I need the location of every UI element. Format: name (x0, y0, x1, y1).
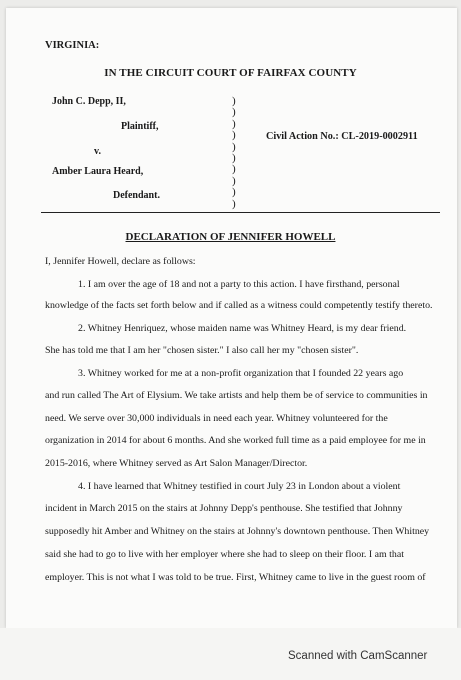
body-line: said she had to go to live with her employer where she had to sleep on their floor. I am that (45, 549, 404, 560)
court-name: IN THE CIRCUIT COURT OF FAIRFAX COUNTY (104, 67, 357, 79)
body-line: She has told me that I am her "chosen sister." I also call her my "chosen sister". (45, 345, 359, 356)
body-line: incident in March 2015 on the stairs at Johnny Depp's penthouse. She testified that Johnny (45, 503, 403, 514)
caption-parentheses: ) ) ) ) ) ) ) ) ) ) (232, 95, 236, 210)
body-line: 4. I have learned that Whitney testified in court July 23 in London about a violent (78, 481, 401, 492)
body-line: knowledge of the facts set forth below and if called as a witness could competently testify thereto. (45, 300, 433, 311)
body-line: need. We serve over 30,000 individuals in need each year. Whitney volunteered for the (45, 413, 388, 424)
defendant-role: Defendant. (113, 190, 160, 201)
body-line: supposedly hit Amber and Whitney on the stairs at Johnny's downtown penthouse. Then Whitney (45, 526, 430, 537)
body-line: organization in 2014 for about 6 months. And she worked full time as a paid employee for me in (45, 435, 426, 446)
versus-label: v. (94, 146, 101, 157)
body-line: 2015-2016, where Whitney served as Art Salon Manager/Director. (45, 458, 308, 469)
caption-divider (41, 212, 440, 213)
defendant-name: Amber Laura Heard, (52, 166, 144, 177)
body-line: and run called The Art of Elysium. We take artists and help them be of service to communities in (45, 390, 428, 401)
body-line: 3. Whitney worked for me at a non-profit organization that I founded 22 years ago (78, 368, 404, 379)
body-line: I, Jennifer Howell, declare as follows: (45, 256, 196, 267)
case-number: Civil Action No.: CL-2019-0002911 (266, 131, 418, 142)
plaintiff-role: Plaintiff, (121, 121, 159, 132)
venue-state: VIRGINIA: (45, 40, 100, 51)
declaration-title: DECLARATION OF JENNIFER HOWELL (125, 231, 336, 243)
body-line: employer. This is not what I was told to be true. First, Whitney came to live in the guest room of (45, 572, 426, 583)
plaintiff-name: John C. Depp, II, (52, 96, 126, 107)
scanner-watermark: Scanned with CamScanner (288, 650, 428, 662)
body-line: 1. I am over the age of 18 and not a party to this action. I have firsthand, personal (78, 279, 400, 290)
body-line: 2. Whitney Henriquez, whose maiden name was Whitney Heard, is my dear friend. (78, 323, 407, 334)
